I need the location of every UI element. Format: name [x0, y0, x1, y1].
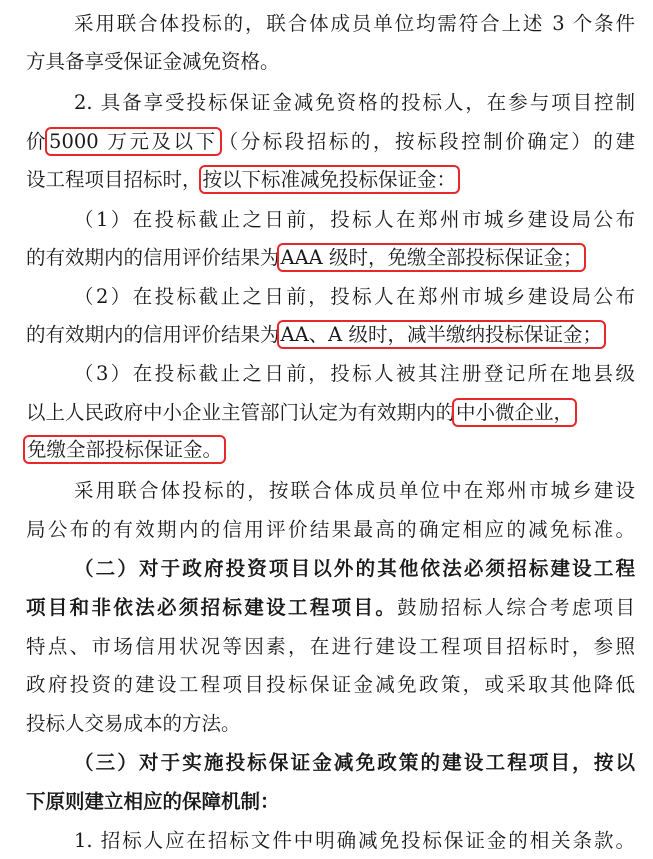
paragraph-line	[0, 279, 653, 315]
text-segment: 2. 具备享受投标保证金减免资格的投标人，在参与项目控制	[74, 91, 635, 114]
text-segment: 方具备享受保证金减免资格。	[26, 50, 280, 73]
text-segment: 1. 招标人应在招标文件中明确减免投标保证金的相关条款。	[74, 829, 635, 852]
text-segment: （1）在投标截止之日前，投标人在郑州市城乡建设局公布	[74, 208, 635, 231]
paragraph-line	[0, 784, 653, 820]
paragraph-line	[0, 551, 653, 587]
text-segment: 的有效期内的信用评价结果为	[26, 323, 280, 346]
paragraph-line	[0, 44, 653, 80]
highlighted-text: 5000 万元及以下	[49, 130, 218, 153]
paragraph-line	[0, 512, 653, 548]
text-segment: 特点、市场信用状况等因素，在进行建设工程项目招标时，参照	[26, 635, 635, 658]
paragraph-line	[0, 590, 653, 626]
text-segment: 采用联合体投标的，联合体成员单位均需符合上述 3 个条件	[74, 12, 635, 35]
highlighted-text: AA、A 级时，减半缴纳投标保证金；	[280, 323, 602, 346]
paragraph-line	[0, 240, 653, 276]
paragraph-line	[0, 356, 653, 392]
section-heading: （二）对于政府投资项目以外的其他依法必须招标建设工程	[74, 557, 635, 580]
paragraph-line	[0, 85, 653, 121]
text-segment: 的有效期内的信用评价结果为	[26, 246, 280, 269]
highlighted-text: 按以下标准减免投标保证金：	[202, 168, 457, 191]
highlighted-text: AAA 级时，免缴全部投标保证金；	[280, 246, 583, 269]
paragraph-line	[0, 473, 653, 509]
text-segment: 采用联合体投标的，按联合体成员单位中在郑州市城乡建设	[74, 479, 635, 502]
section-heading: 项目和非依法必须招标建设工程项目。	[26, 596, 398, 619]
text-segment: 投标人交易成本的方法。	[26, 712, 241, 735]
paragraph-line	[0, 667, 653, 703]
paragraph-line	[0, 124, 653, 160]
paragraph-line	[0, 202, 653, 238]
text-segment: 价	[26, 130, 49, 153]
highlighted-text: 中小微企业，	[456, 401, 574, 424]
section-heading: 下原则建立相应的保障机制：	[26, 790, 280, 813]
paragraph-line	[0, 162, 653, 198]
text-segment: 鼓励招标人综合考虑项目	[397, 596, 635, 619]
paragraph-line	[0, 745, 653, 781]
text-segment: 局公布的有效期内的信用评价结果最高的确定相应的减免标准。	[26, 518, 635, 541]
text-segment: （分标段招标的，按标段控制价确定）的建	[218, 130, 635, 153]
paragraph-line	[0, 317, 653, 353]
paragraph-line	[0, 6, 653, 42]
paragraph-line	[0, 706, 653, 742]
paragraph-line	[0, 823, 653, 859]
text-segment: （2）在投标截止之日前，投标人在郑州市城乡建设局公布	[74, 285, 635, 308]
text-segment: 设工程项目招标时，	[26, 168, 202, 191]
highlighted-text: 免缴全部投标保证金。	[27, 438, 223, 461]
section-heading: （三）对于实施投标保证金减免政策的建设工程项目，按以	[74, 751, 635, 774]
paragraph-line	[0, 395, 653, 431]
text-segment: （3）在投标截止之日前，投标人被其注册登记所在地县级	[74, 362, 635, 385]
paragraph-line	[0, 629, 653, 665]
text-segment: 政府投资的建设工程项目投标保证金减免政策，或采取其他降低	[26, 673, 635, 696]
paragraph-line	[0, 432, 653, 468]
text-segment: 以上人民政府中小企业主管部门认定为有效期内的	[26, 401, 456, 424]
